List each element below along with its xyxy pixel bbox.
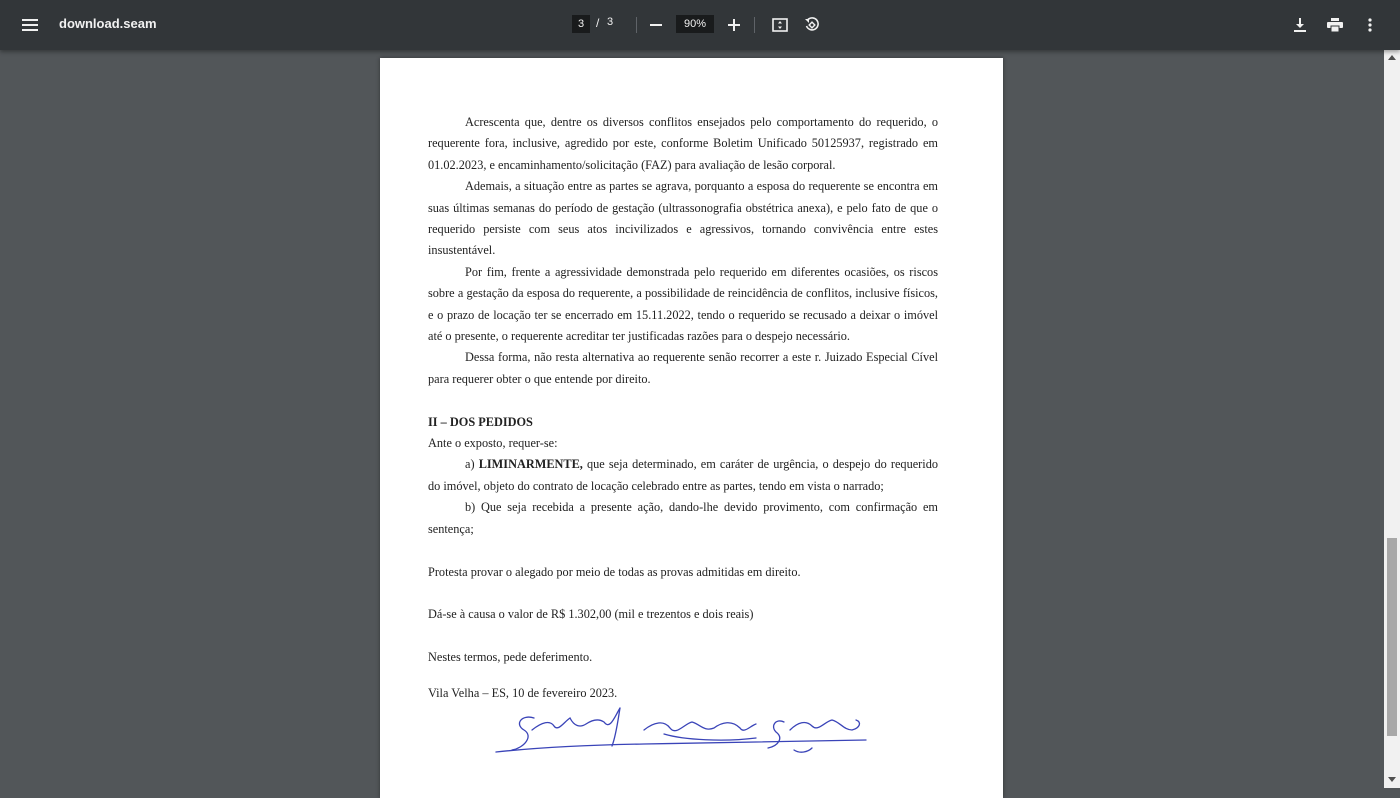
page-number-input[interactable]: 3 [572, 15, 590, 33]
fit-to-page-button[interactable] [764, 9, 796, 41]
toolbar-divider [636, 17, 637, 33]
evidence-statement: Protesta provar o alegado por meio de todas as provas admitidas em direito. [428, 564, 801, 579]
paragraph-4: Dessa forma, não resta alternativa ao requerente senão recorrer a este r. Juizado Especial Cível para requerer obter o que entende por direito. [428, 350, 938, 386]
rotate-button[interactable] [796, 9, 828, 41]
more-actions-button[interactable] [1354, 9, 1386, 41]
handwritten-signature [494, 700, 874, 760]
paragraph-1: Acrescenta que, dentre os diversos conflitos ensejados pelo comportamento do requerido, o requerente fora, inclusive, agredido por este, conforme Boletim Unificado 50125937, registrado em 01.02.2023, e encaminhamento/solicitação (FAZ) para avaliação de lesão corporal. [428, 115, 938, 172]
request-item-a: a) LIMINARMENTE, que seja determinado, em caráter de urgência, o despejo do requerido do imóvel, objeto do contrato de locação celebrado entre as partes, tendo em vista o narrado; [428, 457, 938, 493]
pdf-page [380, 58, 1003, 798]
zoom-out-button[interactable] [640, 9, 672, 41]
page-separator: / [596, 16, 600, 30]
paragraph-2: Ademais, a situação entre as partes se agrava, porquanto a esposa do requerente se encontra em suas últimas semanas do período de gestação (ultrassonografia obstétrica anexa), e pelo fato de que o requerido persiste com seus atos incivilizados e agressivos, tornando convivência entre estes insustentável. [428, 179, 938, 258]
more-vertical-icon [1368, 18, 1372, 32]
section-heading: II – DOS PEDIDOS [428, 414, 533, 429]
page-total: 3 [607, 16, 614, 28]
hamburger-menu-icon[interactable] [14, 9, 46, 41]
paragraph-3: Por fim, frente a agressividade demonstrada pelo requerido em diferentes ocasiões, os riscos sobre a gestação da esposa do requerente, a possibilidade de reincidência de conflitos, inclusive físicos, e o prazo de locação ter se encerrado em 15.11.2022, tendo o requerido se recusado a deixar o imóvel até o presente, o requerente acreditar ter justificadas razões para o despejo necessário. [428, 264, 938, 344]
print-icon [1327, 18, 1343, 32]
fit-to-page-icon [772, 18, 788, 32]
plus-icon [728, 19, 740, 31]
download-button[interactable] [1284, 9, 1316, 41]
document-title: download.seam [59, 16, 157, 31]
scroll-down-arrow[interactable] [1388, 777, 1396, 782]
requests-intro: Ante o exposto, requer-se: [428, 436, 558, 451]
scrollbar-thumb[interactable] [1387, 538, 1397, 736]
toolbar-divider [754, 17, 755, 33]
scroll-up-arrow[interactable] [1388, 55, 1396, 60]
print-button[interactable] [1319, 9, 1351, 41]
download-icon [1294, 18, 1306, 32]
location-date: Vila Velha – ES, 10 de fevereiro 2023. [428, 685, 618, 700]
rotate-icon [804, 17, 820, 33]
pdf-toolbar [0, 0, 1400, 50]
claim-value: Dá-se à causa o valor de R$ 1.302,00 (mil e trezentos e dois reais) [428, 607, 754, 622]
request-item-b: b) Que seja recebida a presente ação, dando-lhe devido provimento, com confirmação em sentença; [428, 500, 938, 536]
minus-icon [650, 24, 662, 26]
closing-statement: Nestes termos, pede deferimento. [428, 650, 593, 665]
document-body [428, 112, 938, 704]
zoom-level-input[interactable]: 90% [676, 15, 714, 33]
zoom-in-button[interactable] [718, 9, 750, 41]
